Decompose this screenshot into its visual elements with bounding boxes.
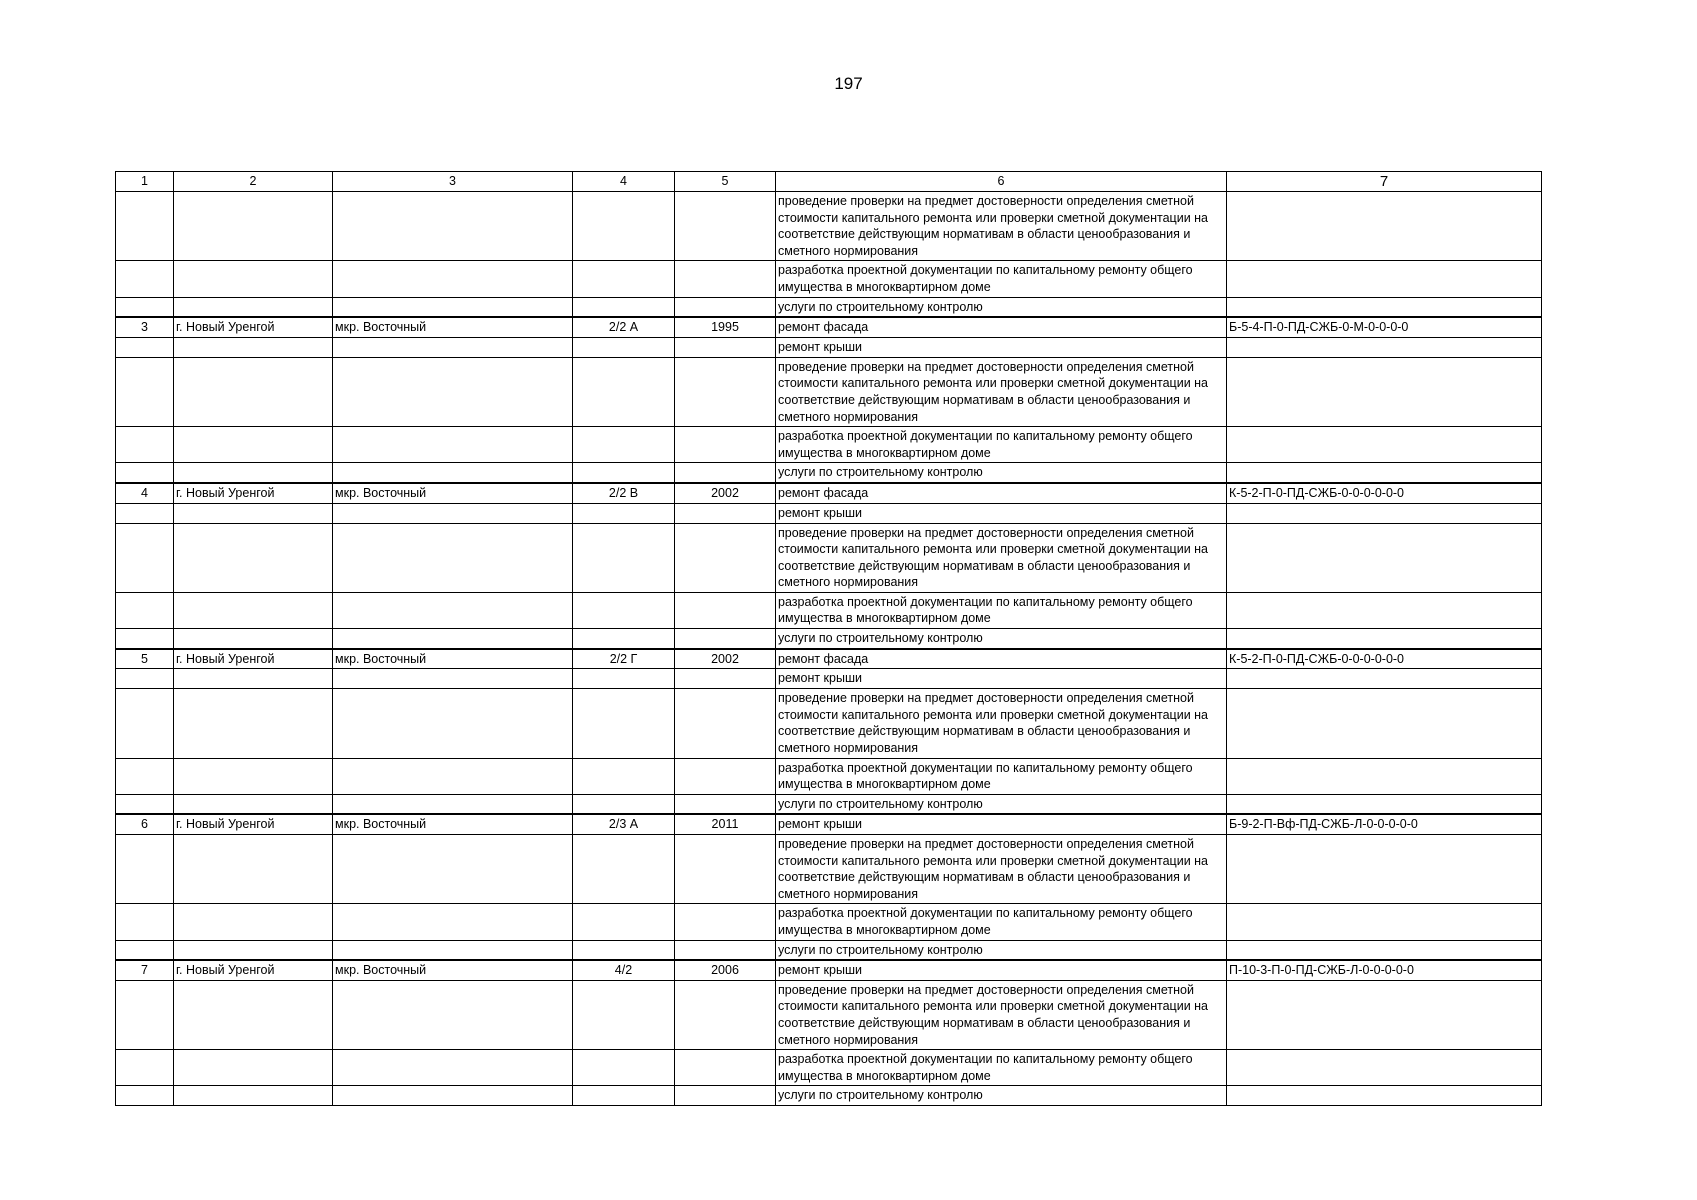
building-code-cell [1227, 758, 1542, 794]
city-cell [174, 357, 333, 426]
work-type-cell: разработка проектной документации по капитальному ремонту общего имущества в многоквартирном доме [776, 904, 1227, 940]
work-type-cell: ремонт фасада [776, 483, 1227, 503]
district-cell [333, 1086, 573, 1106]
row-number-cell [116, 503, 174, 523]
house-number-cell [573, 689, 675, 758]
house-number-cell [573, 629, 675, 649]
row-number-cell: 5 [116, 649, 174, 669]
row-number-cell [116, 357, 174, 426]
column-header: 1 [116, 172, 174, 192]
district-cell [333, 357, 573, 426]
district-cell [333, 463, 573, 483]
table-row [116, 297, 1542, 317]
house-number-cell [573, 297, 675, 317]
work-type-cell: услуги по строительному контролю [776, 1086, 1227, 1106]
work-type-cell: услуги по строительному контролю [776, 629, 1227, 649]
city-cell [174, 835, 333, 904]
district-cell: мкр. Восточный [333, 317, 573, 337]
column-header: 6 [776, 172, 1227, 192]
work-type-cell: разработка проектной документации по капитальному ремонту общего имущества в многоквартирном доме [776, 427, 1227, 463]
city-cell [174, 904, 333, 940]
house-number-cell [573, 1086, 675, 1106]
table-row [116, 261, 1542, 297]
house-number-cell [573, 523, 675, 592]
build-year-cell [675, 192, 776, 261]
row-number-cell: 4 [116, 483, 174, 503]
row-number-cell [116, 1050, 174, 1086]
house-number-cell [573, 592, 675, 628]
building-code-cell [1227, 427, 1542, 463]
city-cell [174, 669, 333, 689]
work-type-cell: услуги по строительному контролю [776, 463, 1227, 483]
work-type-cell: разработка проектной документации по капитальному ремонту общего имущества в многоквартирном доме [776, 1050, 1227, 1086]
row-number-cell [116, 1086, 174, 1106]
build-year-cell [675, 1086, 776, 1106]
work-type-cell: услуги по строительному контролю [776, 794, 1227, 814]
row-number-cell [116, 523, 174, 592]
table-row [116, 649, 1542, 669]
build-year-cell [675, 758, 776, 794]
house-number-cell [573, 835, 675, 904]
building-code-cell [1227, 980, 1542, 1049]
city-cell: г. Новый Уренгой [174, 317, 333, 337]
district-cell [333, 297, 573, 317]
house-number-cell [573, 261, 675, 297]
table-row [116, 669, 1542, 689]
district-cell [333, 427, 573, 463]
row-number-cell [116, 794, 174, 814]
building-code-cell [1227, 503, 1542, 523]
district-cell: мкр. Восточный [333, 483, 573, 503]
work-type-cell: ремонт крыши [776, 669, 1227, 689]
table-row [116, 629, 1542, 649]
row-number-cell: 7 [116, 960, 174, 980]
table-row [116, 503, 1542, 523]
capital-repair-table [115, 171, 1542, 1106]
house-number-cell [573, 427, 675, 463]
build-year-cell [675, 592, 776, 628]
city-cell [174, 297, 333, 317]
build-year-cell [675, 904, 776, 940]
work-type-cell: ремонт крыши [776, 337, 1227, 357]
building-code-cell [1227, 940, 1542, 960]
district-cell [333, 835, 573, 904]
house-number-cell: 2/3 А [573, 814, 675, 834]
building-code-cell [1227, 629, 1542, 649]
building-code-cell [1227, 297, 1542, 317]
row-number-cell [116, 297, 174, 317]
build-year-cell: 2002 [675, 649, 776, 669]
table-row [116, 758, 1542, 794]
work-type-cell: проведение проверки на предмет достоверности определения сметной стоимости капитального ремонта или проверки сметной документации на соответствие действующим нормативам в области ценообразования и сметного нормирования [776, 357, 1227, 426]
row-number-cell [116, 427, 174, 463]
work-type-cell: разработка проектной документации по капитальному ремонту общего имущества в многоквартирном доме [776, 261, 1227, 297]
table-row [116, 794, 1542, 814]
house-number-cell: 2/2 А [573, 317, 675, 337]
row-number-cell: 3 [116, 317, 174, 337]
build-year-cell [675, 337, 776, 357]
building-code-cell: Б-9-2-П-Вф-ПД-СЖБ-Л-0-0-0-0-0 [1227, 814, 1542, 834]
build-year-cell [675, 794, 776, 814]
building-code-cell [1227, 689, 1542, 758]
column-header: 5 [675, 172, 776, 192]
build-year-cell [675, 261, 776, 297]
building-code-cell [1227, 592, 1542, 628]
work-type-cell: ремонт крыши [776, 814, 1227, 834]
build-year-cell [675, 503, 776, 523]
table-row [116, 814, 1542, 834]
build-year-cell: 1995 [675, 317, 776, 337]
table-row [116, 463, 1542, 483]
build-year-cell [675, 980, 776, 1049]
district-cell: мкр. Восточный [333, 649, 573, 669]
city-cell: г. Новый Уренгой [174, 483, 333, 503]
build-year-cell [675, 357, 776, 426]
table-row [116, 1086, 1542, 1106]
build-year-cell [675, 835, 776, 904]
city-cell [174, 1050, 333, 1086]
house-number-cell [573, 463, 675, 483]
district-cell [333, 1050, 573, 1086]
building-code-cell [1227, 192, 1542, 261]
house-number-cell [573, 940, 675, 960]
city-cell [174, 980, 333, 1049]
building-code-cell: Б-5-4-П-0-ПД-СЖБ-0-М-0-0-0-0 [1227, 317, 1542, 337]
building-code-cell [1227, 1086, 1542, 1106]
row-number-cell [116, 592, 174, 628]
table-row [116, 689, 1542, 758]
house-number-cell [573, 980, 675, 1049]
row-number-cell [116, 689, 174, 758]
work-type-cell: ремонт крыши [776, 503, 1227, 523]
house-number-cell [573, 192, 675, 261]
district-cell [333, 592, 573, 628]
house-number-cell [573, 357, 675, 426]
building-code-cell [1227, 1050, 1542, 1086]
district-cell [333, 904, 573, 940]
district-cell [333, 192, 573, 261]
district-cell [333, 689, 573, 758]
building-code-cell: К-5-2-П-0-ПД-СЖБ-0-0-0-0-0-0 [1227, 483, 1542, 503]
building-code-cell [1227, 523, 1542, 592]
city-cell [174, 523, 333, 592]
table-row [116, 357, 1542, 426]
city-cell [174, 758, 333, 794]
work-type-cell: услуги по строительному контролю [776, 297, 1227, 317]
building-code-cell [1227, 835, 1542, 904]
district-cell [333, 794, 573, 814]
column-header: 3 [333, 172, 573, 192]
district-cell [333, 629, 573, 649]
city-cell [174, 629, 333, 649]
table-row [116, 592, 1542, 628]
row-number-cell [116, 261, 174, 297]
house-number-cell: 2/2 Г [573, 649, 675, 669]
build-year-cell [675, 297, 776, 317]
row-number-cell [116, 940, 174, 960]
city-cell [174, 592, 333, 628]
city-cell [174, 427, 333, 463]
house-number-cell [573, 337, 675, 357]
table-row [116, 337, 1542, 357]
table-row [116, 904, 1542, 940]
district-cell [333, 669, 573, 689]
row-number-cell [116, 835, 174, 904]
district-cell [333, 940, 573, 960]
district-cell [333, 980, 573, 1049]
work-type-cell: ремонт крыши [776, 960, 1227, 980]
district-cell [333, 337, 573, 357]
city-cell: г. Новый Уренгой [174, 814, 333, 834]
table-row [116, 427, 1542, 463]
work-type-cell: проведение проверки на предмет достоверности определения сметной стоимости капитального ремонта или проверки сметной документации на соответствие действующим нормативам в области ценообразования и сметного нормирования [776, 689, 1227, 758]
column-header: 2 [174, 172, 333, 192]
build-year-cell [675, 463, 776, 483]
row-number-cell [116, 980, 174, 1049]
table-row [116, 523, 1542, 592]
row-number-cell [116, 669, 174, 689]
house-number-cell: 2/2 В [573, 483, 675, 503]
work-type-cell: услуги по строительному контролю [776, 940, 1227, 960]
table-row [116, 1050, 1542, 1086]
row-number-cell [116, 192, 174, 261]
build-year-cell [675, 427, 776, 463]
district-cell [333, 758, 573, 794]
build-year-cell: 2002 [675, 483, 776, 503]
work-type-cell: проведение проверки на предмет достоверности определения сметной стоимости капитального ремонта или проверки сметной документации на соответствие действующим нормативам в области ценообразования и сметного нормирования [776, 980, 1227, 1049]
house-number-cell [573, 503, 675, 523]
row-number-cell [116, 904, 174, 940]
district-cell [333, 261, 573, 297]
city-cell [174, 192, 333, 261]
house-number-cell [573, 794, 675, 814]
city-cell [174, 261, 333, 297]
building-code-cell [1227, 261, 1542, 297]
row-number-cell [116, 337, 174, 357]
build-year-cell [675, 940, 776, 960]
build-year-cell [675, 523, 776, 592]
work-type-cell: проведение проверки на предмет достоверности определения сметной стоимости капитального ремонта или проверки сметной документации на соответствие действующим нормативам в области ценообразования и сметного нормирования [776, 835, 1227, 904]
district-cell: мкр. Восточный [333, 960, 573, 980]
column-header: 7 [1227, 172, 1542, 192]
district-cell [333, 523, 573, 592]
city-cell [174, 337, 333, 357]
building-code-cell: П-10-3-П-0-ПД-СЖБ-Л-0-0-0-0-0 [1227, 960, 1542, 980]
city-cell: г. Новый Уренгой [174, 960, 333, 980]
row-number-cell: 6 [116, 814, 174, 834]
city-cell [174, 1086, 333, 1106]
table-row [116, 835, 1542, 904]
city-cell [174, 689, 333, 758]
city-cell [174, 503, 333, 523]
page-number: 197 [834, 74, 863, 93]
work-type-cell: проведение проверки на предмет достоверности определения сметной стоимости капитального ремонта или проверки сметной документации на соответствие действующим нормативам в области ценообразования и сметного нормирования [776, 192, 1227, 261]
building-code-cell [1227, 337, 1542, 357]
build-year-cell: 2006 [675, 960, 776, 980]
city-cell [174, 794, 333, 814]
district-cell: мкр. Восточный [333, 814, 573, 834]
work-type-cell: проведение проверки на предмет достоверности определения сметной стоимости капитального ремонта или проверки сметной документации на соответствие действующим нормативам в области ценообразования и сметного нормирования [776, 523, 1227, 592]
table-row [116, 980, 1542, 1049]
work-type-cell: ремонт фасада [776, 317, 1227, 337]
house-number-cell [573, 1050, 675, 1086]
table-row [116, 192, 1542, 261]
build-year-cell [675, 1050, 776, 1086]
row-number-cell [116, 758, 174, 794]
house-number-cell [573, 669, 675, 689]
table-row [116, 483, 1542, 503]
build-year-cell: 2011 [675, 814, 776, 834]
build-year-cell [675, 689, 776, 758]
building-code-cell [1227, 794, 1542, 814]
district-cell [333, 503, 573, 523]
city-cell: г. Новый Уренгой [174, 649, 333, 669]
column-number-header-row [116, 172, 1542, 192]
table-row [116, 940, 1542, 960]
table-row [116, 960, 1542, 980]
column-header: 4 [573, 172, 675, 192]
work-type-cell: разработка проектной документации по капитальному ремонту общего имущества в многоквартирном доме [776, 592, 1227, 628]
table-row [116, 317, 1542, 337]
work-type-cell: разработка проектной документации по капитальному ремонту общего имущества в многоквартирном доме [776, 758, 1227, 794]
build-year-cell [675, 669, 776, 689]
city-cell [174, 940, 333, 960]
building-code-cell [1227, 357, 1542, 426]
row-number-cell [116, 629, 174, 649]
house-number-cell [573, 904, 675, 940]
house-number-cell [573, 758, 675, 794]
build-year-cell [675, 629, 776, 649]
city-cell [174, 463, 333, 483]
building-code-cell [1227, 669, 1542, 689]
work-type-cell: ремонт фасада [776, 649, 1227, 669]
building-code-cell [1227, 463, 1542, 483]
house-number-cell: 4/2 [573, 960, 675, 980]
building-code-cell: К-5-2-П-0-ПД-СЖБ-0-0-0-0-0-0 [1227, 649, 1542, 669]
building-code-cell [1227, 904, 1542, 940]
row-number-cell [116, 463, 174, 483]
